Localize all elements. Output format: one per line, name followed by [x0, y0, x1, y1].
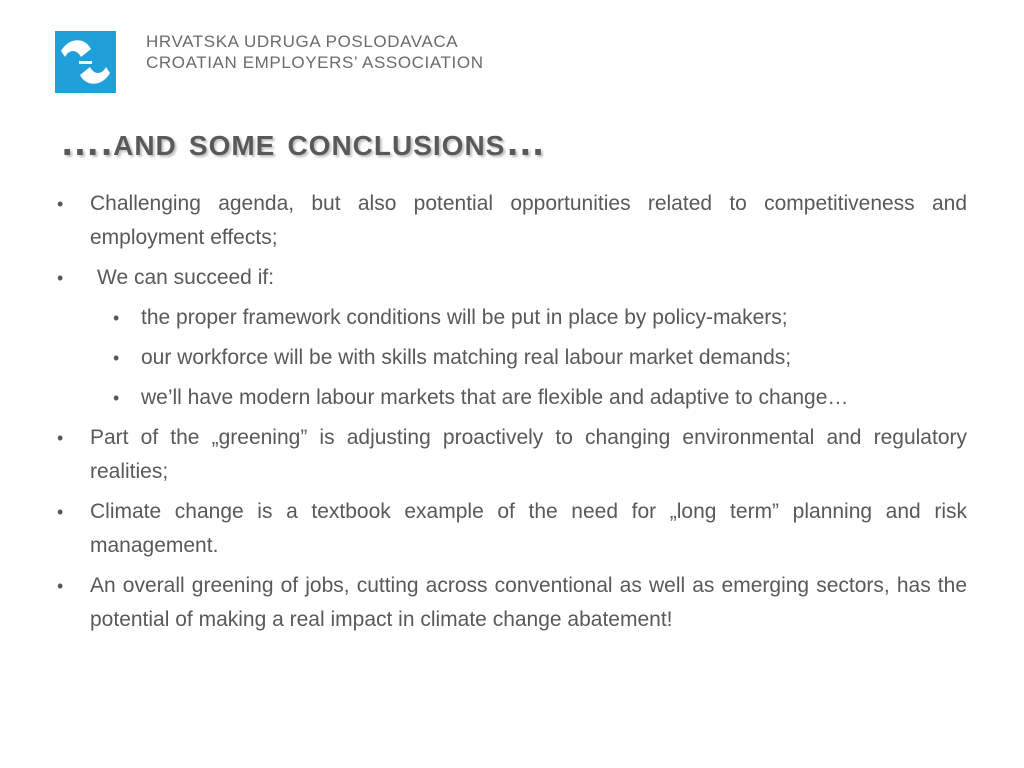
org-name-croatian: HRVATSKA UDRUGA POSLODAVACA: [146, 32, 459, 51]
list-item: [57, 495, 967, 563]
list-item: [57, 187, 967, 255]
sub-list-item: [113, 381, 967, 415]
bullet-icon: •: [57, 428, 64, 448]
bullet-icon: •: [113, 388, 120, 408]
bullet-icon: •: [57, 194, 64, 214]
list-item: [57, 261, 967, 295]
list-item-text: Part of the „greening” is adjusting proactively to changing environmental and regulatory realities;: [90, 426, 967, 483]
bullet-icon: •: [57, 502, 64, 522]
list-item-text: the proper framework conditions will be put in place by policy-makers;: [141, 306, 788, 329]
sub-list-item: [113, 341, 967, 375]
list-item-text: our workforce will be with skills matching real labour market demands;: [141, 346, 792, 369]
list-item-text: An overall greening of jobs, cutting across conventional as well as emerging sectors, has the potential of making a real impact in climate change abatement!: [90, 574, 967, 631]
list-item: [57, 421, 967, 489]
list-item-text: Climate change is a textbook example of the need for „long term” planning and risk management.: [90, 500, 967, 557]
bullet-list: [0, 187, 1024, 643]
bullet-icon: •: [57, 268, 64, 288]
org-name-english: CROATIAN EMPLOYERS’ ASSOCIATION: [146, 53, 484, 72]
list-item-text: we’ll have modern labour markets that are flexible and adaptive to change…: [141, 386, 849, 409]
slide-title: ….and some conclusions…: [60, 120, 547, 164]
bullet-icon: •: [57, 576, 64, 596]
cea-logo-icon: [55, 31, 116, 93]
sub-list-item: [113, 301, 967, 335]
bullet-icon: •: [113, 308, 120, 328]
organization-name: [146, 31, 484, 73]
bullet-icon: •: [113, 348, 120, 368]
list-item: [57, 569, 967, 637]
list-item-text: Challenging agenda, but also potential opportunities related to competitiveness and employment effects;: [90, 192, 967, 249]
list-item-text: We can succeed if:: [97, 266, 275, 289]
